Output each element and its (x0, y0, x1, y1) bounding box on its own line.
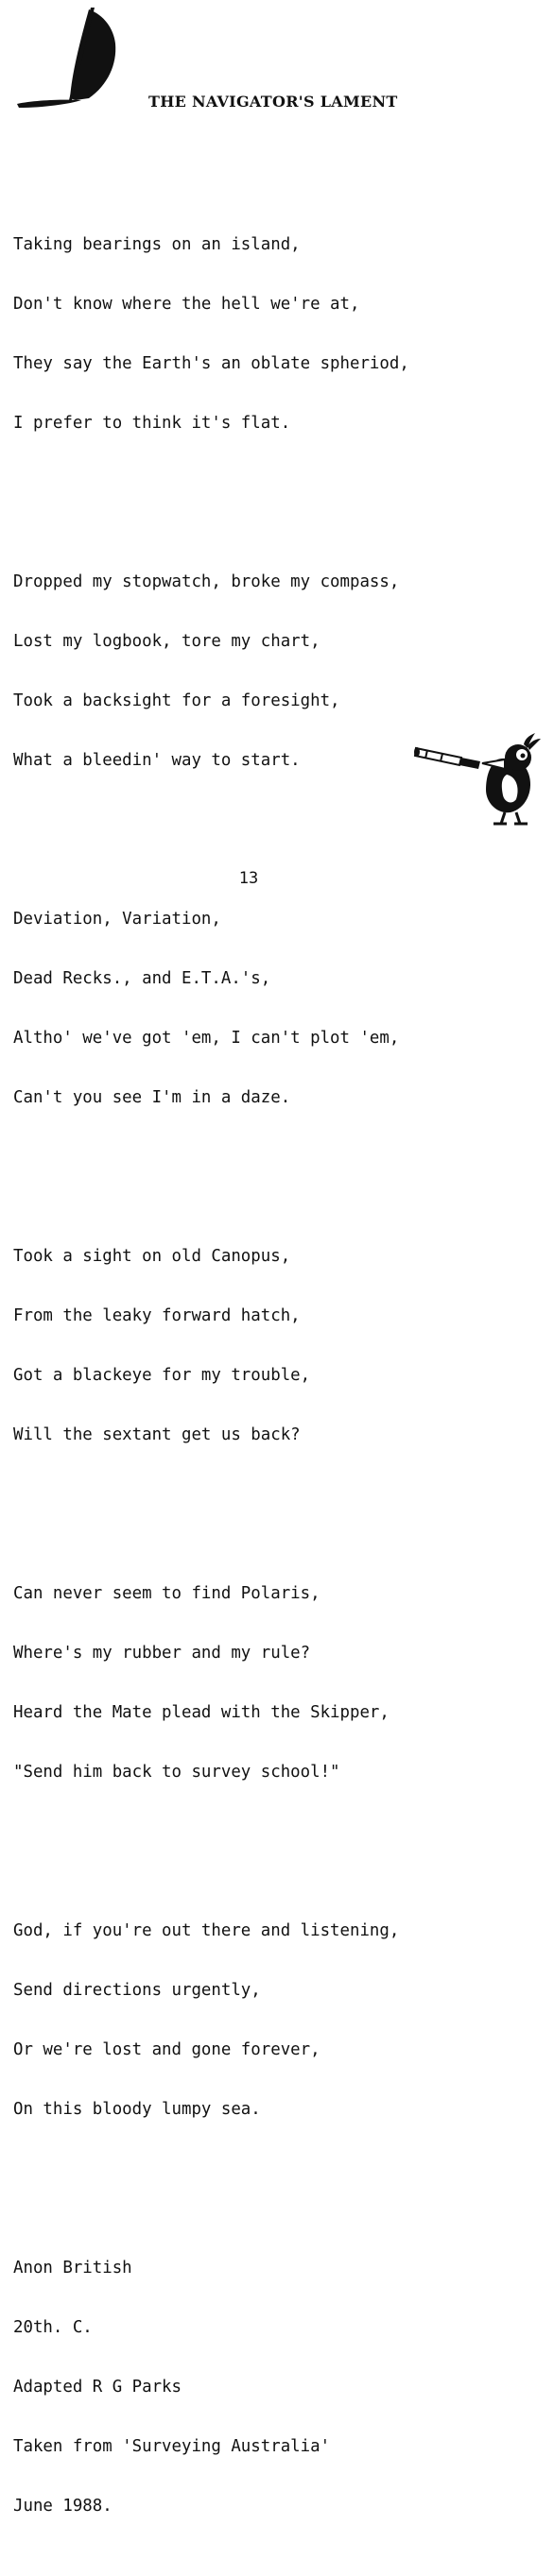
sailboat-icon (15, 6, 121, 113)
poem-line: Took a sight on old Canopus, (13, 1247, 291, 1266)
credit-line: 20th. C. (13, 2318, 93, 2337)
poem-line: From the leaky forward hatch, (13, 1306, 301, 1325)
stanza (13, 533, 409, 810)
poem-title: THE NAVIGATOR'S LAMENT (148, 93, 398, 111)
credits (13, 2219, 409, 2556)
stanza (13, 1882, 409, 2159)
stanza (13, 196, 409, 473)
credit-line: Anon British (13, 2259, 132, 2277)
poem-line: Can't you see I'm in a daze. (13, 1088, 291, 1107)
poem-line: I prefer to think it's flat. (13, 414, 291, 433)
credit-line: Adapted R G Parks (13, 2378, 182, 2397)
poem-line: They say the Earth's an oblate spheriod, (13, 354, 409, 373)
poem-line: Took a backsight for a foresight, (13, 691, 340, 710)
poem-line: God, if you're out there and listening, (13, 1921, 400, 1940)
poem-line: Send directions urgently, (13, 1981, 261, 2000)
poem-line: Dead Recks., and E.T.A.'s, (13, 969, 271, 988)
poem-line: Or we're lost and gone forever, (13, 2040, 320, 2059)
poem-line: Don't know where the hell we're at, (13, 295, 360, 314)
poem-line: Deviation, Variation, (13, 910, 221, 929)
bird-with-telescope-icon (414, 731, 543, 826)
poem-line: Lost my logbook, tore my chart, (13, 632, 320, 651)
poem-line: Can never seem to find Polaris, (13, 1584, 320, 1603)
poem-line: Altho' we've got 'em, I can't plot 'em, (13, 1029, 400, 1048)
page-number-text: 13 (238, 869, 259, 888)
poem-line: What a bleedin' way to start. (13, 751, 301, 770)
stanza (13, 1544, 409, 1822)
poem-line: On this bloody lumpy sea. (13, 2100, 261, 2119)
stanza (13, 870, 409, 1148)
poem-line: Taking bearings on an island, (13, 235, 301, 254)
poem-line: Where's my rubber and my rule? (13, 1644, 311, 1663)
page-number (0, 869, 554, 888)
poem-line: "Send him back to survey school!" (13, 1763, 340, 1782)
poem-line: Got a blackeye for my trouble, (13, 1366, 311, 1385)
poem-line: Heard the Mate plead with the Skipper, (13, 1703, 390, 1722)
credit-line: Taken from 'Surveying Australia' (13, 2437, 331, 2456)
credit-line: June 1988. (13, 2497, 113, 2516)
poem-line: Dropped my stopwatch, broke my compass, (13, 572, 400, 591)
poem-line: Will the sextant get us back? (13, 1425, 301, 1444)
poem-body (13, 156, 409, 2576)
stanza (13, 1207, 409, 1485)
